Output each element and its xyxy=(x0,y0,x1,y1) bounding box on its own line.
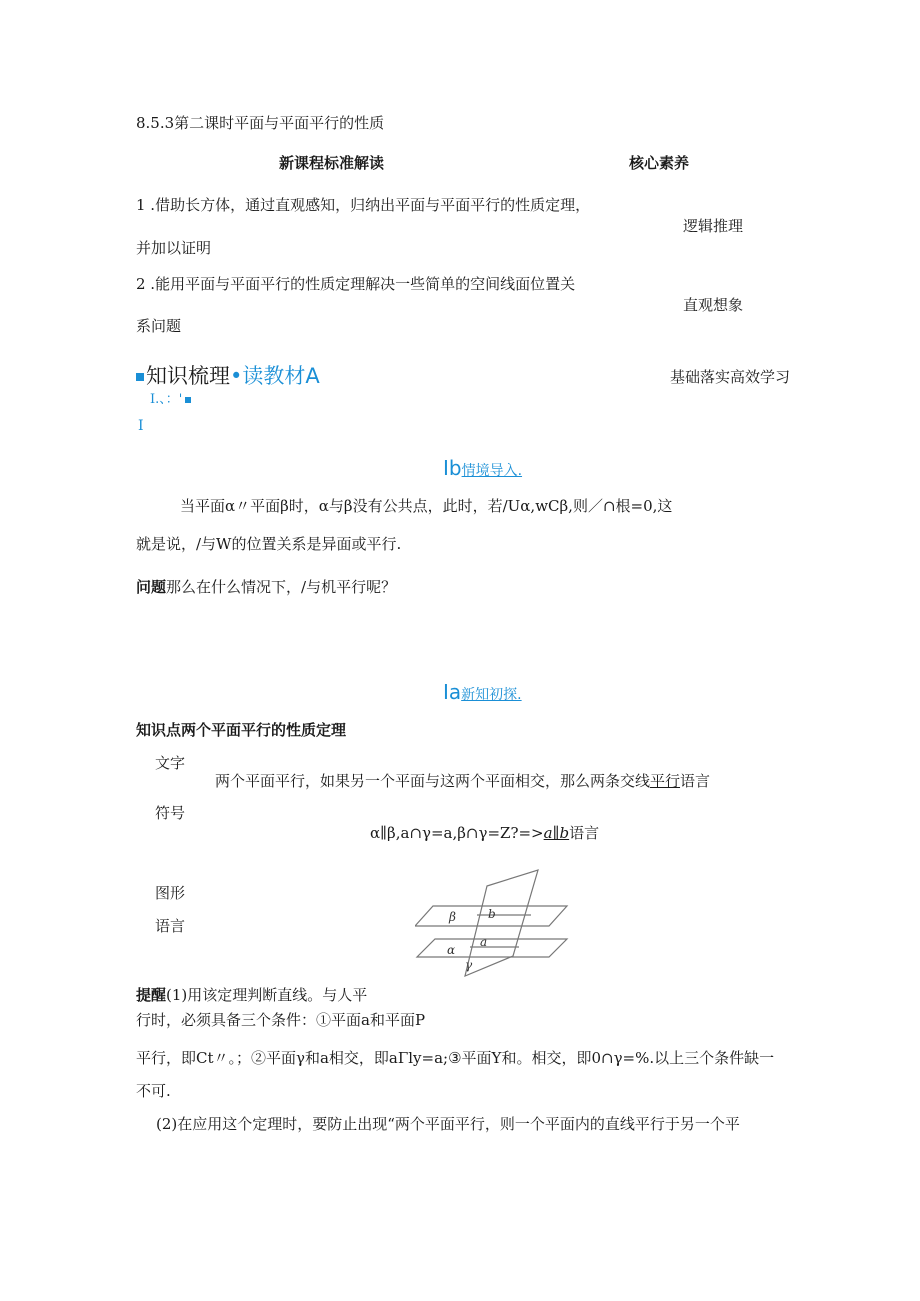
nk-heading-text: 新知初探. xyxy=(461,687,522,703)
core-row2: 直观想象 xyxy=(683,296,744,314)
intro-para1: 当平面α〃平面β时，α与β没有公共点，此时，若/Uα,wCβ,则／∩根=0,这 xyxy=(180,497,673,515)
formula-main: α∥β,a∩γ=a,β∩γ=Z?=> xyxy=(370,824,544,842)
symbol-formula xyxy=(370,822,599,843)
stray-text-2: I xyxy=(138,418,144,434)
question-label: 问题 xyxy=(136,578,167,596)
formula-language: 语言 xyxy=(569,824,600,842)
reminder-line5: (2)在应用这个定理时，要防止出现“两个平面平行，则一个平面内的直线平行于另一个平 xyxy=(156,1115,740,1133)
intro-heading xyxy=(443,456,522,480)
square-bullet-icon xyxy=(136,373,144,381)
core-literacy-header: 核心素养 xyxy=(629,154,690,172)
question-text: 那么在什么情况下，/与机平行呢？ xyxy=(166,578,397,596)
reminder-label: 提醒 xyxy=(136,986,167,1004)
parallel-planes-figure xyxy=(415,868,575,980)
nk-heading-prefix: Ia xyxy=(443,680,462,704)
knowledge-point-title: 知识点两个平面平行的性质定理 xyxy=(136,721,347,739)
small-square-icon xyxy=(185,397,191,403)
reminder-line4: 不可. xyxy=(136,1082,171,1100)
banner-stray-text xyxy=(150,388,193,407)
theorem-text-underlined: 平行 xyxy=(650,772,681,790)
banner-title-part2: 读教材A xyxy=(242,364,320,388)
reminder-line3: 平行，即Ct〃。；②平面γ和a相交，即aΓly=a;③平面Y和。相交，即0∩γ=%.以上三个条件缺一 xyxy=(136,1049,775,1067)
figure-label-1: 图形 xyxy=(155,884,186,902)
figure-label-2: 语言 xyxy=(155,917,186,935)
theorem-text-main: 两个平面平行，如果另一个平面与这两个平面相交，那么两条交线 xyxy=(215,772,651,790)
core-row1: 逻辑推理 xyxy=(683,217,744,235)
theorem-text xyxy=(215,770,710,791)
intro-heading-text: 情境导入. xyxy=(461,463,523,479)
formula-underlined: a∥b xyxy=(543,824,570,842)
standard-row1-line1: 1 .借助长方体，通过直观感知，归纳出平面与平面平行的性质定理， xyxy=(136,196,591,214)
reminder-line2: 行时，必须具备三个条件：①平面a和平面P xyxy=(136,1011,426,1029)
standard-row2-line2: 系问题 xyxy=(136,317,182,335)
standard-row1-line2: 并加以证明 xyxy=(136,239,212,257)
plane-alpha xyxy=(417,939,567,957)
label-a: a xyxy=(480,935,488,949)
banner-subtitle: 基础落实高效学习 xyxy=(670,368,791,386)
reminder-line1-text: (1)用该定理判断直线。与人平 xyxy=(166,986,368,1004)
stray-text-1: I.、：' xyxy=(150,392,183,407)
standard-row2-line1: 2 .能用平面与平面平行的性质定理解决一些简单的空间线面位置关 xyxy=(136,275,576,293)
banner-title-part1: 知识梳理 xyxy=(146,364,230,388)
theorem-text-language: 语言 xyxy=(680,772,711,790)
reminder-line1 xyxy=(136,984,367,1005)
intro-question xyxy=(136,576,396,597)
label-alpha: α xyxy=(447,943,456,957)
text-language-label: 文字 xyxy=(155,754,186,772)
intro-para2: 就是说，/与W的位置关系是异面或平行. xyxy=(136,535,402,553)
banner-dot: • xyxy=(230,364,243,388)
label-beta: β xyxy=(449,910,456,924)
standards-header: 新课程标准解读 xyxy=(279,154,385,172)
new-knowledge-heading xyxy=(443,680,522,704)
symbol-label: 符号 xyxy=(155,804,186,822)
banner-title xyxy=(136,360,320,390)
label-gamma: γ xyxy=(465,958,473,972)
plane-gamma xyxy=(465,870,538,976)
lesson-title: 8.5.3第二课时平面与平面平行的性质 xyxy=(136,114,385,132)
intro-heading-prefix: Ib xyxy=(443,456,462,480)
label-b: b xyxy=(488,907,496,921)
